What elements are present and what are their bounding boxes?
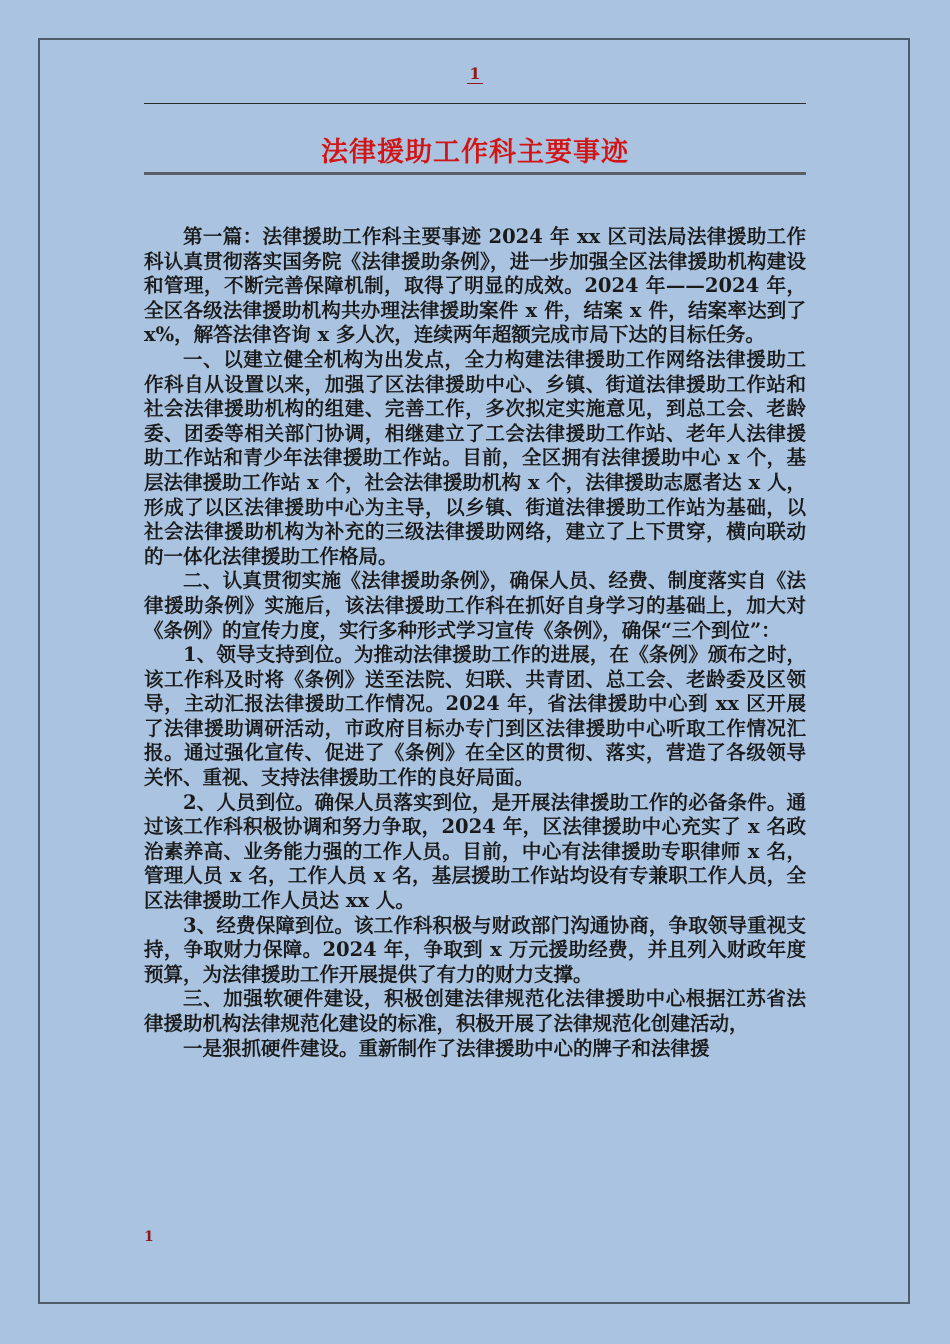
paragraph: 第一篇：法律援助工作科主要事迹 2024 年 xx 区司法局法律援助工作科认真贯彻落实国务院《法律援助条例》，进一步加强全区法律援助机构建设和管理，不断完善保障机制，取得了明显的成效。2024 年——2024 年，全区各级法律援助机构共办理法律援助案件 x 件，结案 x 件，结案率达到了 x%，解答法律咨询 x 多人次，连续两年超额完成市局下达的目标任务。 [144,225,806,347]
paragraph: 3、经费保障到位。该工作科积极与财政部门沟通协商，争取领导重视支持，争取财力保障。2024 年，争取到 x 万元援助经费，并且列入财政年度预算，为法律援助工作开展提供了有力的财力支撑。 [144,913,806,986]
footer-page-number: 1 [144,1229,154,1245]
document-body [144,225,806,1061]
paragraph: 1、领导支持到位。为推动法律援助工作的进展，在《条例》颁布之时，该工作科及时将《条例》送至法院、妇联、共青团、总工会、老龄委及区领导，主动汇报法律援助工作情况。2024 年，省法律援助中心到 xx 区开展了法律援助调研活动，市政府目标办专门到区法律援助中心听取工作情况汇报。通过强化宣传、促进了《条例》在全区的贯彻、落实，营造了各级领导关怀、重视、支持法律援助工作的良好局面。 [144,643,806,790]
paragraph: 三、加强软硬件建设，积极创建法律规范化法律援助中心根据江苏省法律援助机构法律规范化建设的标准，积极开展了法律规范化创建活动， [144,987,806,1035]
paragraph: 2、人员到位。确保人员落实到位，是开展法律援助工作的必备条件。通过该工作科积极协调和努力争取，2024 年，区法律援助中心充实了 x 名政治素养高、业务能力强的工作人员。目前，中心有法律援助专职律师 x 名，管理人员 x 名，工作人员 x 名，基层援助工作站均设有专兼职工作人员，全区法律援助工作人员达 xx 人。 [144,790,806,913]
header-rule [144,103,806,104]
paragraph: 一是狠抓硬件建设。重新制作了法律援助中心的牌子和法律援 [183,1036,710,1060]
paragraph: 一、以建立健全机构为出发点，全力构建法律援助工作网络法律援助工作科自从设置以来，加强了区法律援助中心、乡镇、街道法律援助工作站和社会法律援助机构的组建、完善工作，多次拟定实施意见，到总工会、老龄委、团委等相关部门协调，相继建立了工会法律援助工作站、老年人法律援助工作站和青少年法律援助工作站。目前，全区拥有法律援助中心 x 个，基层法律援助工作站 x 个，社会法律援助机构 x 个，法律援助志愿者达 x 人，形成了以区法律援助中心为主导，以乡镇、街道法律援助工作站为基础，以社会法律援助机构为补充的三级法律援助网络，建立了上下贯穿，横向联动的一体化法律援助工作格局。 [144,347,806,568]
title-rule [144,172,806,175]
document-title: 法律援助工作科主要事迹 [321,137,629,168]
paragraph: 二、认真贯彻实施《法律援助条例》，确保人员、经费、制度落实自《法律援助条例》实施后，该法律援助工作科在抓好自身学习的基础上，加大对《条例》的宣传力度，实行多种形式学习宣传《条例》，确保“三个到位”： [144,569,806,642]
header-page-number: 1 [469,64,481,83]
